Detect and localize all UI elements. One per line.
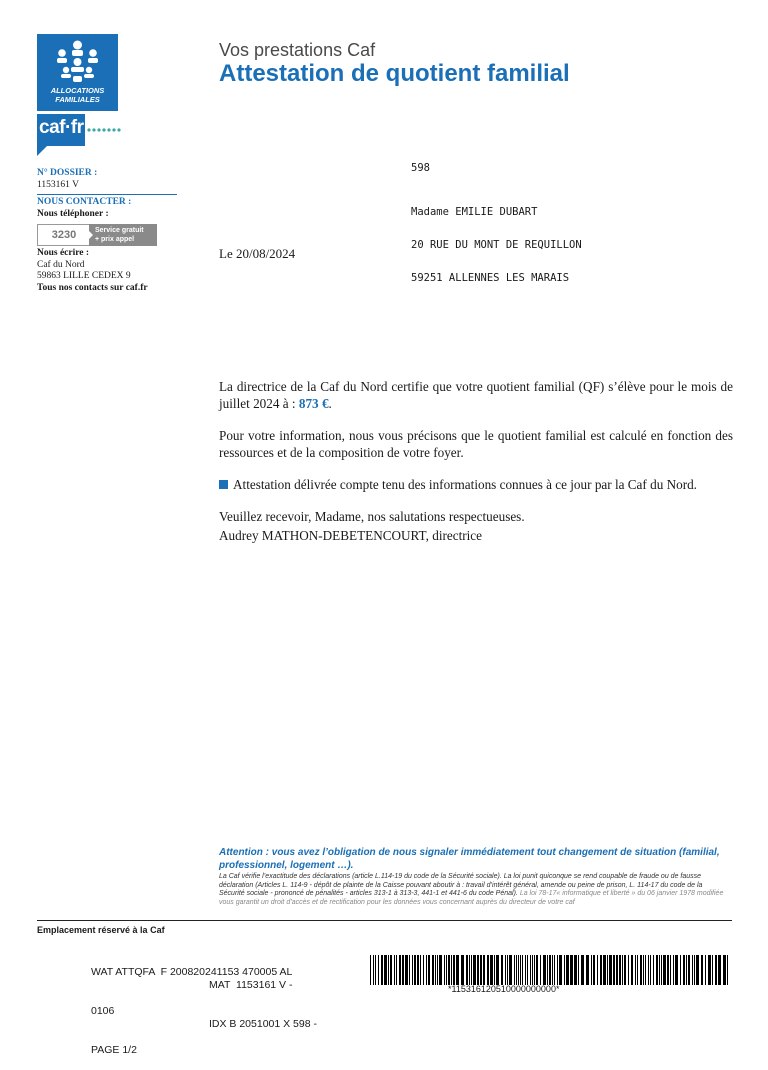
barcode-bar [540,955,541,985]
barcode-bar [607,955,608,985]
barcode-bar [631,955,633,985]
barcode-bar [624,955,626,985]
arrow-icon [89,231,93,239]
barcode-bar [414,955,416,985]
routing-code-line1: WAT ATTQFA F 200820241153 470005 AL [91,966,293,978]
caf-fr-text: caf·fr [39,117,84,138]
barcode-bar [381,955,383,985]
recipient-ref: 598 [411,162,430,174]
barcode-bar [530,955,531,985]
letter-body [219,378,733,546]
barcode-bar [683,955,685,985]
barcode-bar [520,955,521,985]
header-subtitle: Vos prestations Caf [219,40,376,60]
phone-pricing [89,224,157,246]
routing-code-idx: IDX B 2051001 X 598 - [209,1018,317,1030]
barcode-bar [527,955,528,985]
phone-badge[interactable] [37,224,157,248]
contacts-link[interactable]: Tous nos contacts sur caf.fr [37,282,148,293]
barcode-bar [439,955,442,985]
barcode-bar [501,955,503,985]
barcode-bar [507,955,508,985]
barcode-bar [648,955,649,985]
barcode-bar [661,955,662,985]
barcode-bar [456,955,459,985]
barcode-bar [603,955,606,985]
phone-number[interactable]: 3230 [37,224,91,246]
barcode-bar [522,955,523,985]
barcode-bar [473,955,476,985]
barcode-bar [727,955,728,985]
barcode-bar [394,955,395,985]
divider [37,194,177,195]
barcode-bar [586,955,589,985]
barcode-bar [705,955,706,985]
caf-logo-tail [37,146,47,156]
barcode-bar [694,955,695,985]
barcode-bar [469,955,470,985]
barcode-bar [715,955,717,985]
barcode-bar [581,955,584,985]
barcode-bar [437,955,438,985]
family-figures-icon [37,38,118,86]
routing-codes-right [209,953,317,1044]
barcode-bar [640,955,642,985]
barcode-bar [405,955,408,985]
closing-line: Veuillez recevoir, Madame, nos salutations respectueuses. [219,509,525,524]
certification-paragraph [219,378,733,412]
barcode-bar [718,955,721,985]
barcode-bar [645,955,646,985]
barcode-bar [388,955,389,985]
barcode-bar [396,955,397,985]
barcode-bar [402,955,404,985]
barcode-bar [525,955,526,985]
signature-block [219,508,733,544]
barcode-bar [673,955,674,985]
barcode-bar [543,955,546,985]
barcode-bar [656,955,658,985]
barcode-bar [417,955,419,985]
barcode-bar [613,955,615,985]
barcode-bar [534,955,535,985]
qf-value: 873 € [298,396,329,411]
contact-panel [37,168,177,294]
footer-divider [37,920,732,921]
barcode-bar [420,955,421,985]
barcode-bar [487,955,489,985]
certification-end: . [328,396,332,411]
write-address-line2: 59863 LILLE CEDEX 9 [37,271,131,281]
barcode-bar [680,955,681,985]
notice-legal [219,873,724,907]
barcode-bar [494,955,495,985]
barcode-bar [574,955,577,985]
page-indicator: PAGE 1/2 [91,1044,137,1056]
barcode-bar [412,955,413,985]
barcode-bar [547,955,548,985]
contact-label: NOUS CONTACTER : [37,197,132,207]
write-label: Nous écrire : [37,248,90,258]
recipient-address [411,185,582,295]
barcode-bar [446,955,447,985]
barcode-bar [426,955,427,985]
recipient-street: 20 RUE DU MONT DE REQUILLON [411,239,582,251]
phone-pricing-line1: Service gratuit [95,227,144,234]
barcode-bar [536,955,538,985]
barcode-bar [692,955,693,985]
barcode-bar [591,955,592,985]
barcode-bar [559,955,562,985]
barcode-bar [688,955,690,985]
dossier-value: 1153161 V [37,179,79,190]
barcode-bar [399,955,401,985]
barcode-bar [428,955,430,985]
barcode-bar [557,955,558,985]
barcode-bar [600,955,602,985]
barcode-bar [696,955,699,985]
page-title: Attestation de quotient familial [219,60,570,87]
logo-text-line2: FAMILIALES [55,95,100,104]
routing-code-mat: MAT 1153161 V - [209,979,293,991]
barcode-bar [518,955,519,985]
barcode-bar [435,955,436,985]
caf-fr-logo [37,114,85,146]
barcode-bar [448,955,450,985]
routing-code-line2: 0106 [91,1005,115,1017]
barcode-bar [635,955,636,985]
barcode-bar [370,955,371,985]
notice-cnil-text: La loi 78-17« informatique et liberté » du 06 janvier 1978 modifiée vous garantit un droit d’accès et de rectification pour les données vous concernant auprès du directeur de votre caf [219,890,724,906]
barcode-bar [490,955,493,985]
barcode-bar [593,955,595,985]
barcode-bar [516,955,517,985]
attestation-paragraph [219,476,733,493]
signature-line: Audrey MATHON-DEBETENCOURT, directrice [219,528,483,543]
phone-pricing-line2: + prix appel [95,236,135,243]
barcode-bar [461,955,464,985]
phone-label: Nous téléphoner : [37,208,109,219]
barcode-bar [373,955,374,985]
barcode-bar [390,955,392,985]
barcode-bar [675,955,678,985]
dossier-label: N° DOSSIER : [37,168,98,178]
barcode-text: *115316120510000000000* [448,984,560,994]
barcode-bar [453,955,455,985]
letter-date: Le 20/08/2024 [219,246,296,261]
barcode-bar [505,955,506,985]
barcode-bar [451,955,452,985]
barcode-bar [509,955,512,985]
barcode-bar [480,955,482,985]
barcode-bar [708,955,711,985]
barcode-bar [378,955,379,985]
barcode-bar [552,955,553,985]
barcode-bar [384,955,387,985]
barcode-bar [628,955,629,985]
barcode-bar [723,955,726,985]
barcode-bar [686,955,687,985]
barcode-bar [622,955,623,985]
barcode-bar [423,955,424,985]
recipient-name: Madame EMILIE DUBART [411,206,538,218]
barcode-bar [554,955,555,985]
logo-text-line1: ALLOCATIONS [50,86,105,95]
barcode-bar [637,955,638,985]
square-bullet-icon [219,480,228,489]
barcode-bar [570,955,573,985]
logo-text [37,86,118,104]
certification-text: La directrice de la Caf du Nord certifie que votre quotient familial (QF) s’élève pour le mois de juillet 2024 à : [219,379,733,411]
barcode-bar [663,955,666,985]
legal-notice [219,846,724,907]
write-address-line1: Caf du Nord [37,259,85,270]
barcode-bar [667,955,669,985]
barcode-bar [712,955,713,985]
barcode-bar [483,955,485,985]
barcode [370,955,730,985]
barcode-bar [578,955,579,985]
reserved-area-label: Emplacement réservé à la Caf [37,925,165,935]
barcode-bar [496,955,499,985]
barcode-bar [701,955,703,985]
barcode-bar [609,955,612,985]
attestation-text: Attestation délivrée compte tenu des informations connues à ce jour par la Caf du Nord. [233,477,697,492]
caf-logo [37,34,118,111]
notice-legal-text: La Caf vérifie l’exactitude des déclarations (article L.114-19 du code de la Sécurité sociale). La loi punit quiconque se rend coupable de fraude ou de fausse déclaration (Articles L. 114-9 - dépôt de plainte de la Caisse pouvant aboutir à : travail d’intérêt général, amende ou peine de prison, L. 114-17 du code de la Sécurité sociale - prononcé de pénalités - articles 313-1 à 313-3, 441-1 et 441-6 du code Pénal). [219,873,703,898]
barcode-bar [471,955,472,985]
barcode-bar [670,955,671,985]
barcode-bar [650,955,651,985]
barcode-bar [532,955,533,985]
barcode-bar [643,955,644,985]
barcode-bar [597,955,598,985]
caf-dots-icon [87,127,121,133]
barcode-bar [619,955,621,985]
barcode-bar [659,955,660,985]
barcode-bar [444,955,445,985]
recipient-city: 59251 ALLENNES LES MARAIS [411,272,570,284]
barcode-bar [409,955,410,985]
notice-title: Attention : vous avez l’obligation de nous signaler immédiatement tout changement de situation (familial, professionnel, logement …). [219,847,720,871]
info-paragraph: Pour votre information, nous vous précisons que le quotient familial est calculé en fonction des ressources et de la composition de votre foyer. [219,428,733,460]
barcode-bar [466,955,468,985]
barcode-bar [564,955,565,985]
barcode-bar [375,955,376,985]
barcode-bar [616,955,618,985]
barcode-bar [566,955,569,985]
barcode-bar [477,955,479,985]
barcode-bar [549,955,551,985]
barcode-bar [653,955,654,985]
barcode-bar [432,955,434,985]
barcode-bar [514,955,515,985]
